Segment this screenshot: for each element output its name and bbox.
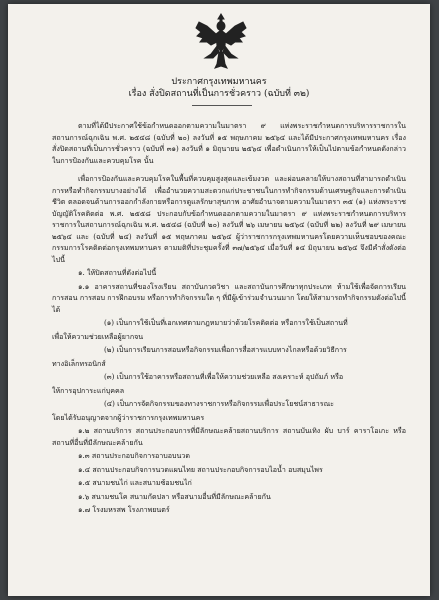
list-item: ๑.๖ สนามชนโค สนามกัดปลา หรือสนามอื่นที่มีลักษณะคล้ายกัน	[78, 491, 271, 501]
list-subitem-continuation: เพื่อให้ความช่วยเหลือผู้ยากจน	[52, 331, 144, 341]
garuda-emblem	[193, 12, 249, 70]
list-item: ๑.๑ อาคารสถานที่ของโรงเรียน สถาบันกวดวิชา และสถาบันการศึกษาทุกประเภท ห้ามใช้เพื่อจัดการเรียน การสอน การสอบ การฝึกอบรม หรือการทำกิจกรรมใด ๆ ที่มีผู้เข้าร่วมจำนวนมาก โดยให้สามารถทำกิจกรรมดังต่อไปนี้ได้	[52, 281, 406, 314]
list-subitem-continuation: ให้การอุปการะแก่บุคคล	[52, 385, 125, 395]
list-item: ๑.๒ สถานบริการ สถานประกอบการที่มีลักษณะคล้ายสถานบริการ สถานบันเทิง ผับ บาร์ คาราโอเกะ หรือสถานที่อื่นที่มีลักษณะคล้ายกัน	[52, 426, 406, 447]
list-subitem: (๑) เป็นการใช้เป็นที่เอกเทศตามกฎหมายว่าด้วยโรคติดต่อ หรือการใช้เป็นสถานที่	[104, 318, 348, 327]
heading-divider	[192, 105, 252, 106]
document-body	[52, 120, 406, 518]
order-paragraph: เพื่อการป้องกันและควบคุมโรคในพื้นที่ควบคุมสูงสุดและเข้มงวด และผ่อนคลายให้บางสถานที่สามารถดำเนินการหรือทำกิจกรรมบางอย่างได้ เพื่ออำนวยความสะดวกแก่ประชาชนในการทำกิจกรรมด้านเศรษฐกิจและการดำเนินชีวิต ตลอดจนด้านการออกกำลังกายหรือการดูแลรักษาสุขภาพ อาศัยอำนาจตามความในมาตรา ๓๕ (๑) แห่งพระราชบัญญัติโรคติดต่อ พ.ศ. ๒๕๕๘ ประกอบกับข้อกำหนดออกตามความในมาตรา ๙ แห่งพระราชกำหนดการบริหารราชการในสถานการณ์ฉุกเฉิน พ.ศ. ๒๕๔๘ (ฉบับที่ ๒๐) ลงวันที่ ๒๖ เมษายน ๒๕๖๔ (ฉบับที่ ๒๒) ลงวันที่ ๒๙ เมษายน ๒๕๖๔ และ (ฉบับที่ ๒๔) ลงวันที่ ๑๕ พฤษภาคม ๒๕๖๔ ผู้ว่าราชการกรุงเทพมหานครโดยความเห็นชอบของคณะกรรมการโรคติดต่อกรุงเทพมหานคร ตามมติที่ประชุมครั้งที่ ๓๗/๒๕๖๔ เมื่อวันที่ ๑๔ มิถุนายน ๒๕๖๔ จึงมีคำสั่งดังต่อไปนี้	[52, 174, 406, 264]
list-subitem-continuation: ทางอิเล็กทรอนิกส์	[52, 358, 106, 368]
list-item: ๑.๕ สนามชนไก่ และสนามซ้อมชนไก่	[78, 478, 192, 487]
list-subitem: (๓) เป็นการใช้อาคารหรือสถานที่เพื่อให้ความช่วยเหลือ สงเคราะห์ อุปถัมภ์ หรือ	[104, 372, 344, 381]
list-item: ๑.๗ โรงมหรสพ โรงภาพยนตร์	[78, 505, 170, 514]
list-item: ๑.๔ สถานประกอบกิจการนวดแผนไทย สถานประกอบกิจการอบไอน้ำ อบสมุนไพร	[78, 464, 323, 474]
preamble-paragraph: ตามที่ได้มีประกาศใช้ข้อกำหนดออกตามความในมาตรา ๙ แห่งพระราชกำหนดการบริหารราชการในสถานการณ์ฉุกเฉิน พ.ศ. ๒๕๔๘ (ฉบับที่ ๒๐) ลงวันที่ ๑๕ พฤษภาคม ๒๕๖๔ และได้มีประกาศกรุงเทพมหานคร เรื่อง สั่งปิดสถานที่เป็นการชั่วคราว (ฉบับที่ ๓๑) ลงวันที่ ๑ มิถุนายน ๒๕๖๔ เพื่อดำเนินการให้เป็นไปตามข้อกำหนดดังกล่าว ในการป้องกันและควบคุมโรค นั้น	[52, 121, 406, 165]
section-heading: ๑. ให้ปิดสถานที่ดังต่อไปนี้	[78, 268, 157, 277]
list-item: ๑.๓ สถานประกอบกิจการอาบอบนวด	[78, 451, 190, 460]
document-subject: เรื่อง สั่งปิดสถานที่เป็นการชั่วคราว (ฉบับที่ ๓๒)	[128, 89, 310, 99]
list-subitem: (๒) เป็นการเรียนการสอนหรือกิจกรรมเพื่อการสื่อสารแบบทางไกลหรือด้วยวิธีการ	[104, 345, 347, 354]
document-heading: ประกาศกรุงเทพมหานคร	[171, 77, 267, 87]
list-subitem: (๔) เป็นการจัดกิจกรรมของทางราชการหรือกิจกรรมเพื่อประโยชน์สาธารณะ	[104, 399, 334, 408]
list-subitem-continuation: โดยได้รับอนุญาตจากผู้ว่าราชการกรุงเทพมหานคร	[52, 412, 205, 422]
document-page	[8, 4, 430, 596]
